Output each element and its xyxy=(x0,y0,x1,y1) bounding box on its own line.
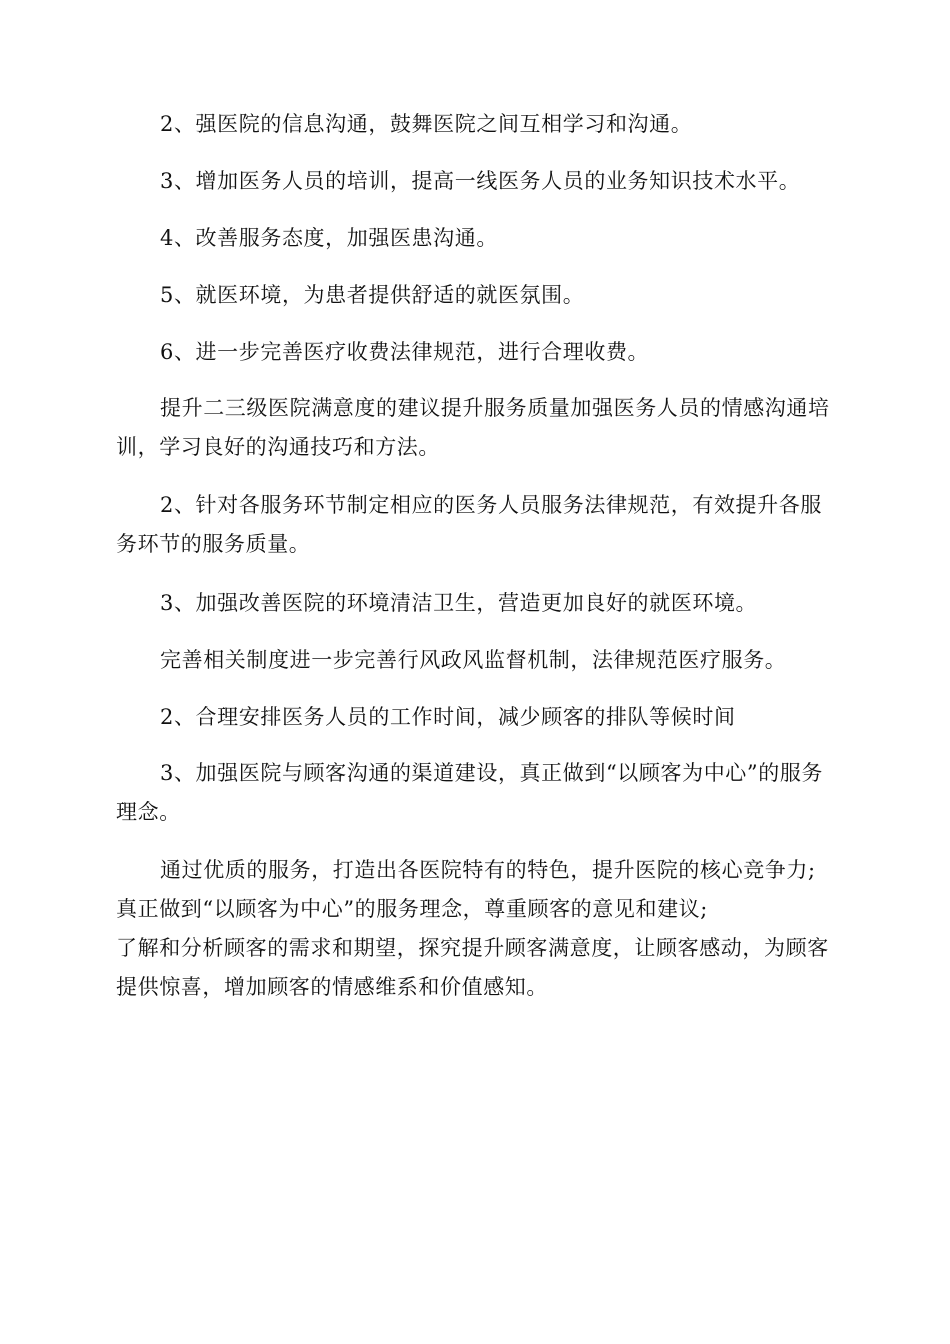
paragraph-9: 完善相关制度进一步完善行风政风监督机制，法律规范医疗服务。 xyxy=(160,648,787,672)
paragraph-10: 2、合理安排医务人员的工作时间，减少顾客的排队等候时间 xyxy=(160,705,736,729)
paragraph-4: 5、就医环境，为患者提供舒适的就医氛围。 xyxy=(160,283,585,307)
paragraph-2: 3、增加医务人员的培训，提高一线医务人员的业务知识技术水平。 xyxy=(160,169,801,193)
paragraph-12-part-1: 通过优质的服务，打造出各医院特有的特色，提升医院的核心竞争力;真正做到“以顾客为中心”的服务理念，尊重顾客的意见和建议; xyxy=(116,858,816,921)
paragraph-11: 3、加强医院与顾客沟通的渠道建设，真正做到“以顾客为中心”的服务理念。 xyxy=(116,761,824,824)
paragraph-6: 提升二三级医院满意度的建议提升服务质量加强医务人员的情感沟通培训，学习良好的沟通技巧和方法。 xyxy=(116,396,830,459)
paragraph-3: 4、改善服务态度，加强医患沟通。 xyxy=(160,226,498,250)
paragraph-12-part-2: 了解和分析顾客的需求和期望，探究提升顾客满意度，让顾客感动，为顾客提供惊喜，增加顾客的情感维系和价值感知。 xyxy=(116,936,829,999)
paragraph-12 xyxy=(116,851,836,1007)
paragraph-7: 2、针对各服务环节制定相应的医务人员服务法律规范，有效提升各服务环节的服务质量。 xyxy=(116,493,822,556)
paragraph-8: 3、加强改善医院的环境清洁卫生，营造更加良好的就医环境。 xyxy=(160,591,758,615)
paragraph-1: 2、强医院的信息沟通，鼓舞医院之间互相学习和沟通。 xyxy=(160,112,693,136)
paragraph-5: 6、进一步完善医疗收费法律规范，进行合理收费。 xyxy=(160,340,650,364)
document-body xyxy=(116,104,836,1026)
